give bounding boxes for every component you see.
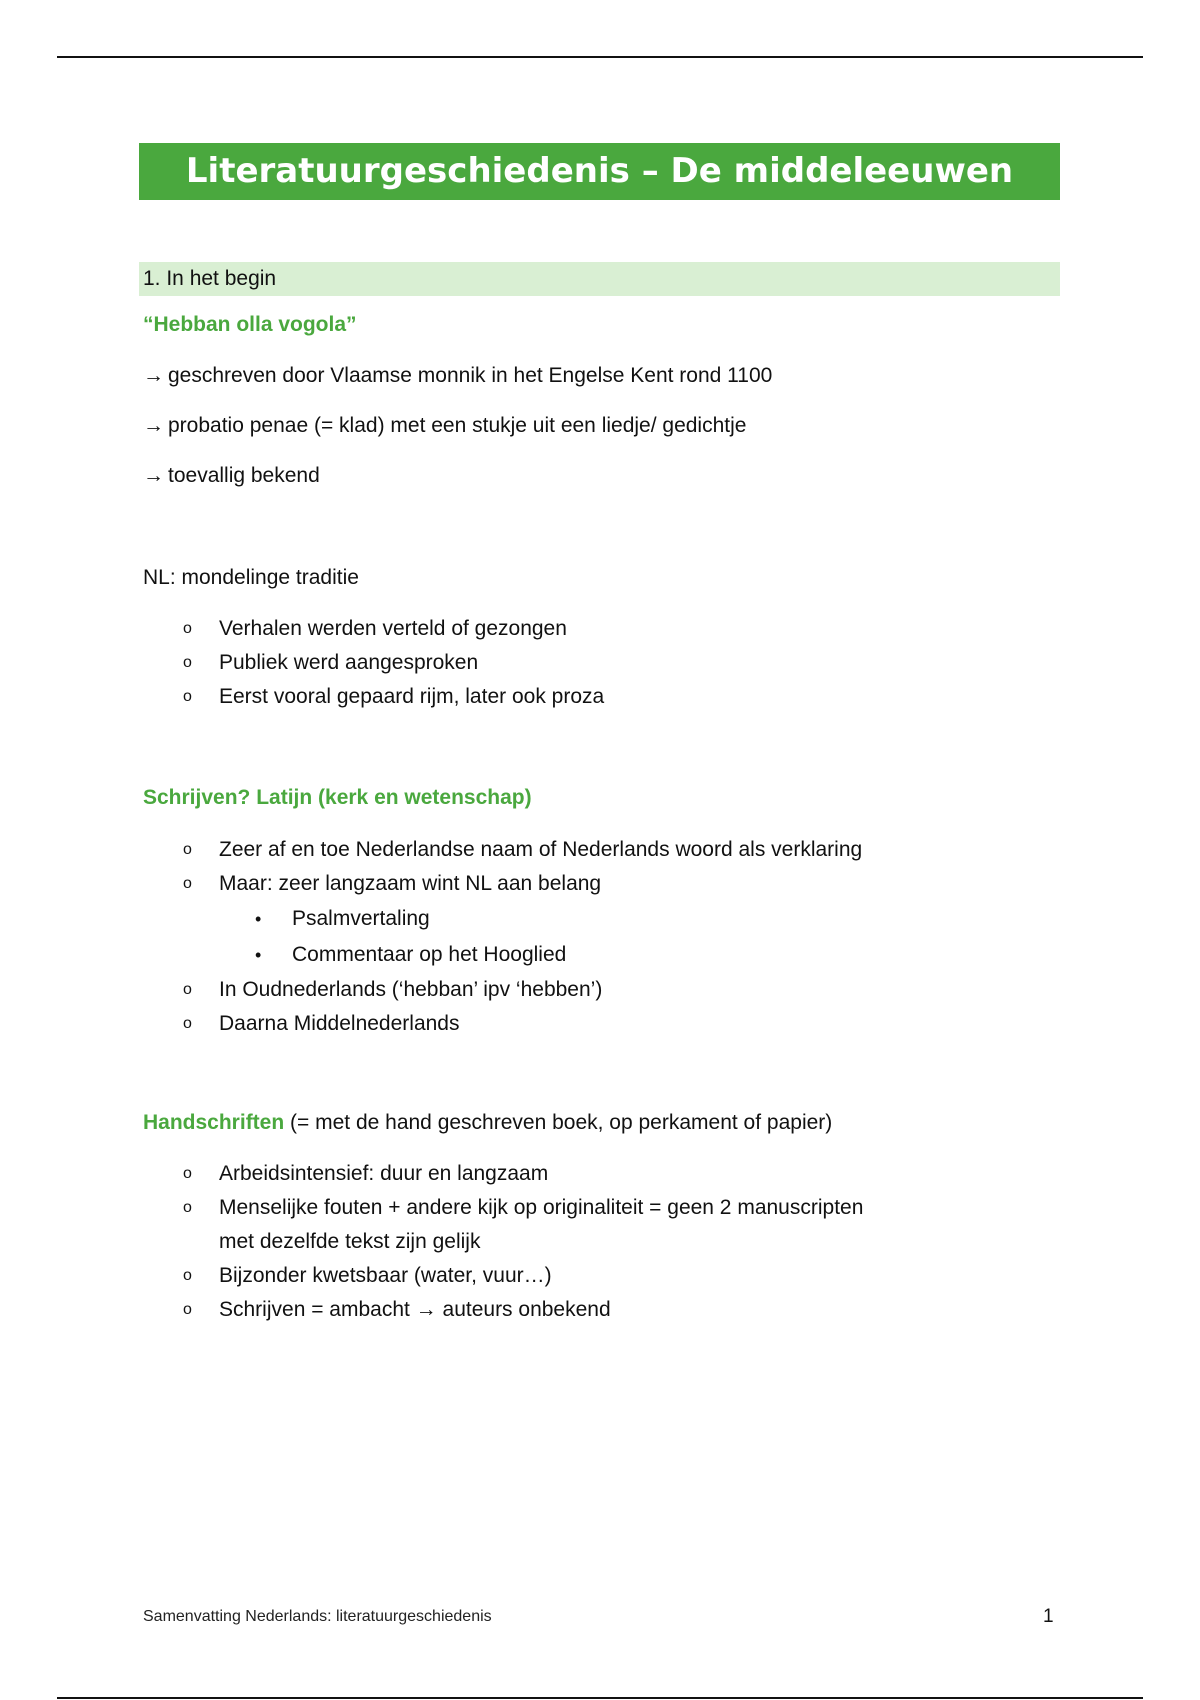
nl-label: NL: mondelinge traditie bbox=[143, 566, 359, 589]
list-item: o Maar: zeer langzaam wint NL aan belang bbox=[143, 867, 862, 901]
page-number: 1 bbox=[1043, 1606, 1054, 1627]
dot-bullet-icon: • bbox=[255, 909, 262, 929]
top-rule bbox=[57, 56, 1143, 58]
list-item: o Verhalen werden verteld of gezongen bbox=[143, 612, 604, 646]
circle-bullet-icon: o bbox=[183, 981, 192, 998]
arrow-right-icon: → bbox=[143, 414, 164, 437]
circle-bullet-icon: o bbox=[183, 1301, 192, 1318]
schrijven-heading: Schrijven? Latijn (kerk en wetenschap) bbox=[143, 786, 532, 809]
handschriften-note: (= met de hand geschreven boek, op perkament of papier) bbox=[284, 1111, 833, 1134]
arrow-right-icon: → bbox=[143, 364, 164, 387]
arrow-line-text: toevallig bekend bbox=[168, 464, 320, 487]
list-item: o Menselijke fouten + andere kijk op originaliteit = geen 2 manuscripten met dezelfde tekst zijn gelijk bbox=[143, 1191, 899, 1259]
list-item: o Daarna Middelnederlands bbox=[143, 1007, 862, 1041]
circle-bullet-icon: o bbox=[183, 875, 192, 892]
arrow-line-3 bbox=[143, 462, 320, 490]
circle-bullet-icon: o bbox=[183, 841, 192, 858]
circle-bullet-icon: o bbox=[183, 688, 192, 705]
list-item: o Schrijven = ambacht → auteurs onbekend bbox=[143, 1293, 899, 1327]
arrow-line-1 bbox=[143, 362, 772, 390]
quote-heading: “Hebban olla vogola” bbox=[143, 313, 357, 336]
handschriften-heading-line bbox=[143, 1109, 832, 1137]
list-item: o Arbeidsintensief: duur en langzaam bbox=[143, 1157, 899, 1191]
arrow-line-text: probatio penae (= klad) met een stukje uit een liedje/ gedichtje bbox=[168, 414, 747, 437]
sub-list-item: • Psalmvertaling bbox=[143, 901, 862, 937]
nl-list bbox=[143, 612, 604, 714]
circle-bullet-icon: o bbox=[183, 1015, 192, 1032]
list-item: o Publiek werd aangesproken bbox=[143, 646, 604, 680]
handschriften-heading: Handschriften bbox=[143, 1111, 285, 1134]
page-title: Literatuurgeschiedenis – De middeleeuwen bbox=[139, 143, 1060, 200]
circle-bullet-icon: o bbox=[183, 1199, 192, 1216]
circle-bullet-icon: o bbox=[183, 620, 192, 637]
circle-bullet-icon: o bbox=[183, 1165, 192, 1182]
list-item: o Eerst vooral gepaard rijm, later ook proza bbox=[143, 680, 604, 714]
section-heading-in-het-begin: 1. In het begin bbox=[139, 262, 1060, 296]
arrow-line-text: geschreven door Vlaamse monnik in het Engelse Kent rond 1100 bbox=[168, 364, 773, 387]
document-page bbox=[139, 143, 1060, 296]
schrijven-list bbox=[143, 833, 862, 1041]
footer-text: Samenvatting Nederlands: literatuurgeschiedenis bbox=[143, 1608, 492, 1625]
list-item: o Zeer af en toe Nederlandse naam of Nederlands woord als verklaring bbox=[143, 833, 862, 867]
dot-bullet-icon: • bbox=[255, 945, 262, 965]
bottom-rule bbox=[57, 1697, 1143, 1699]
circle-bullet-icon: o bbox=[183, 1267, 192, 1284]
arrow-right-icon: → bbox=[143, 464, 164, 487]
handschriften-list bbox=[143, 1157, 899, 1327]
list-item: o In Oudnederlands (‘hebban’ ipv ‘hebben’) bbox=[143, 973, 862, 1007]
sub-list-item: • Commentaar op het Hooglied bbox=[143, 937, 862, 973]
list-item: o Bijzonder kwetsbaar (water, vuur…) bbox=[143, 1259, 899, 1293]
arrow-line-2 bbox=[143, 412, 746, 440]
circle-bullet-icon: o bbox=[183, 654, 192, 671]
